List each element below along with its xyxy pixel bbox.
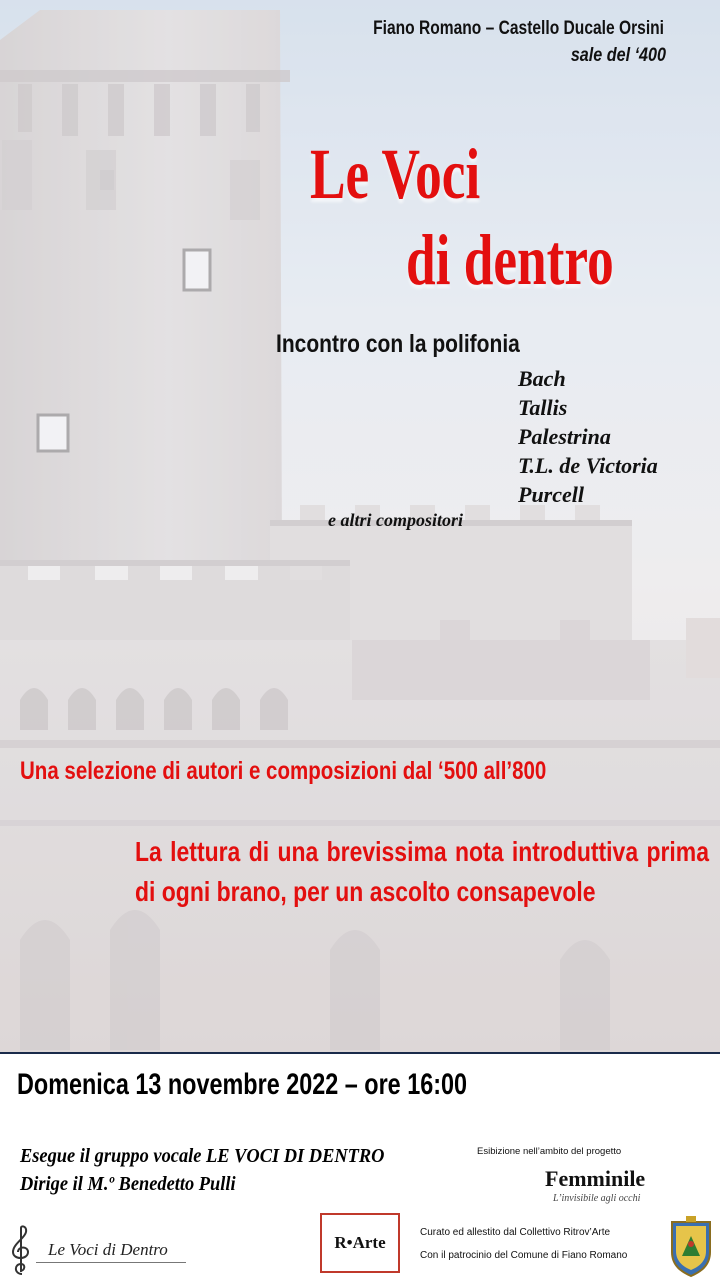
rarte-logo-text: R•Arte bbox=[334, 1233, 386, 1252]
group-logo-underline bbox=[36, 1262, 186, 1263]
event-date: Domenica 13 novembre 2022 – ore 16:00 bbox=[17, 1068, 468, 1101]
curated-by-note: Curato ed allestito dal Collettivo Ritrov’Arte bbox=[420, 1227, 611, 1238]
composer-item: Purcell bbox=[518, 482, 584, 507]
composer-item: Tallis bbox=[518, 395, 568, 420]
venue-room: sale del ‘400 bbox=[570, 45, 666, 66]
group-logo-text: Le Voci di Dentro bbox=[48, 1240, 168, 1259]
other-composers-note: e altri compositori bbox=[328, 510, 463, 530]
treble-clef-icon bbox=[8, 1224, 34, 1276]
venue-name: Fiano Romano – Castello Ducale Orsini bbox=[373, 18, 664, 39]
composer-item: Palestrina bbox=[518, 424, 611, 449]
conductor-line: Dirige il M.º Benedetto Pulli bbox=[20, 1173, 236, 1195]
performer-line: Esegue il gruppo vocale LE VOCI DI DENTRO bbox=[20, 1145, 385, 1167]
title-line-1: Le Voci bbox=[310, 134, 481, 214]
reading-note: La lettura di una brevissima nota introduttiva prima di ogni brano, per un ascolto consapevole bbox=[135, 836, 709, 907]
composer-item: T.L. de Victoria bbox=[518, 453, 658, 478]
project-logo-tagline: L’invisibile agli occhi bbox=[553, 1193, 641, 1204]
subtitle: Incontro con la polifonia bbox=[276, 330, 520, 358]
title-line-2: di dentro bbox=[406, 220, 614, 300]
project-note: Esibizione nell’ambito del progetto bbox=[477, 1146, 622, 1157]
selection-text: Una selezione di autori e composizioni dal ‘500 all’800 bbox=[20, 757, 547, 785]
composer-item: Bach bbox=[518, 366, 566, 391]
project-logo-name: Femminile bbox=[545, 1166, 646, 1191]
patronage-note: Con il patrocinio del Comune di Fiano Romano bbox=[420, 1250, 628, 1261]
coat-of-arms-icon bbox=[666, 1216, 716, 1278]
rarte-logo bbox=[320, 1213, 400, 1273]
